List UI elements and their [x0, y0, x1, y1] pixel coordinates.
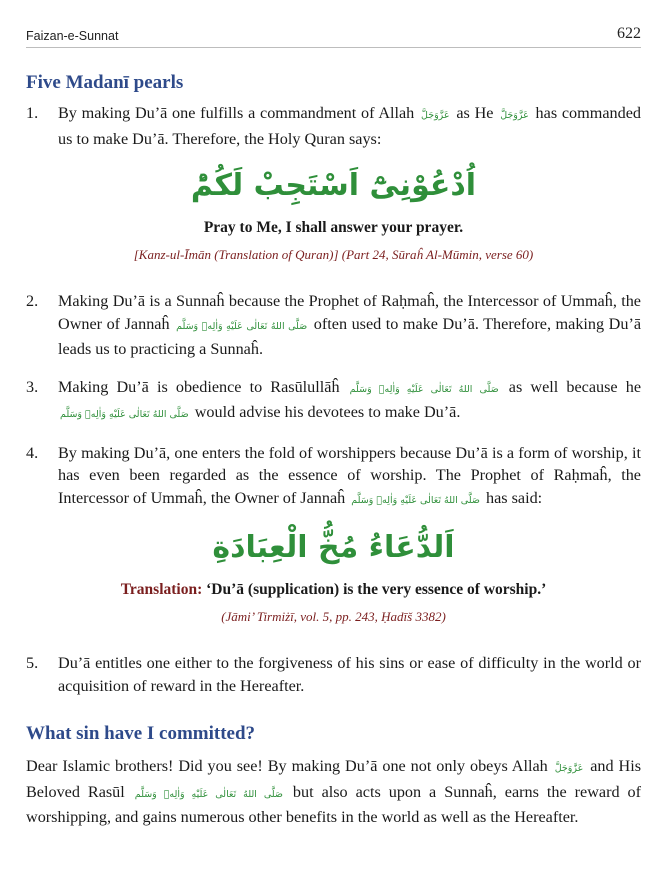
item-number: 2. — [26, 292, 39, 310]
prophet-honorific: صَلَّى اللهُ تَعَالٰى عَلَيْهِ وَاٰلِهٖ وَسَلَّم — [176, 320, 308, 332]
item-number: 4. — [26, 443, 39, 462]
list-item-5 — [26, 652, 641, 697]
allah-honorific: عَزَّوَجَلَّ — [421, 110, 450, 121]
paragraph-text-part: and His Beloved Rasūl — [26, 757, 642, 801]
item-body — [58, 102, 641, 150]
item-body — [58, 442, 641, 513]
item-body — [58, 290, 641, 361]
list-item-2 — [26, 290, 641, 361]
translation-text: ‘Du’ā (supplication) is the very essence of worship.’ — [206, 581, 547, 598]
item-text-part: as He — [456, 104, 494, 122]
translation-label: Translation: — [120, 581, 203, 598]
paragraph-text-part: Dear Islamic brothers! Did you see! By making Du’ā one not only obeys Allah — [26, 757, 548, 775]
prophet-honorific: صَلَّى اللهُ تَعَالٰى عَلَيْهِ وَاٰلِهٖ وَسَلَّم — [349, 383, 499, 395]
hadith-reference: (Jāmi’ Tirmiżī, vol. 5, pp. 243, Ḥadīš 3382) — [221, 609, 446, 624]
prophet-honorific: صَلَّى اللهُ تَعَالٰى عَلَيْهِ وَاٰلِهٖ وَسَلَّم — [351, 494, 480, 506]
item-body — [58, 376, 641, 427]
closing-paragraph — [26, 755, 641, 829]
document-page — [26, 0, 641, 880]
item-text-part: By making Du’ā, one enters the fold of worshippers because Du’ā is a form of worship, it has even been regarded as the essence of worship. The Prophet of Raḥmaĥ, the Intercessor of Ummaĥ, the Owner of Jannaĥ — [58, 443, 641, 507]
list-item-4 — [26, 442, 641, 513]
item-number: 5. — [26, 654, 39, 672]
item-text — [58, 102, 641, 150]
item-text-part: has said: — [485, 488, 543, 507]
item-text-part: as well because he — [508, 377, 642, 396]
allah-honorific: عَزَّوَجَلَّ — [554, 763, 584, 774]
item-text-part: By making Du’ā one fulfills a commandment of Allah — [58, 104, 415, 122]
item-text-part: Making Du’ā is obedience to Rasūlullāĥ — [58, 377, 340, 396]
running-header — [26, 0, 641, 48]
item-text-part: has commanded us to make Du’ā. Therefore, the Holy Quran says: — [58, 104, 641, 148]
item-text-part: Making Du’ā is a Sunnaĥ because the Prophet of Raḥmaĥ, the Intercessor of Ummaĥ, the Owner of Jannaĥ — [58, 292, 641, 333]
verse-translation: Pray to Me, I shall answer your prayer. — [203, 219, 464, 236]
paragraph-text-part: but also acts upon a Sunnaĥ, earns the reward of worshipping, and gains numerous other benefits in the world as well as the Hereafter. — [26, 782, 642, 826]
section-heading-what-sin: What sin have I committed? — [26, 723, 256, 744]
section-heading-five-pearls: Five Madanī pearls — [26, 72, 184, 93]
item-text-part: would advise his devotees to make Du’ā. — [194, 403, 461, 421]
quran-verse-arabic: اُدْعُوْنِیْٓ اَسْتَجِبْ لَكُمْؕ — [190, 168, 477, 203]
item-number: 1. — [26, 104, 39, 122]
item-number: 3. — [26, 377, 39, 396]
hadith-arabic: اَلدُّعَاءُ مُخُّ الْعِبَادَةِ — [212, 530, 455, 565]
list-item-3 — [26, 376, 641, 427]
item-text-part: often used to make Du’ā. Therefore, making Du’ā leads us to practicing a Sunnaĥ. — [58, 314, 642, 358]
page-number: 622 — [617, 25, 641, 42]
item-body: Du’ā entitles one either to the forgiveness of his sins or ease of difficulty in the world or acquisition of reward in the Hereafter. — [58, 654, 641, 695]
prophet-honorific: صَلَّى اللهُ تَعَالٰى عَلَيْهِ وَاٰلِهٖ وَسَلَّم — [60, 409, 189, 420]
hadith-translation — [26, 580, 641, 600]
pearls-list — [26, 102, 641, 697]
verse-reference: [Kanz-ul-Īmān (Translation of Quran)] (Part 24, Sūraĥ Al-Mūmin, verse 60) — [133, 247, 534, 262]
list-item-1 — [26, 102, 641, 150]
allah-honorific: عَزَّوَجَلَّ — [500, 110, 529, 121]
prophet-honorific: صَلَّى اللهُ تَعَالٰى عَلَيْهِ وَاٰلِهٖ وَسَلَّم — [134, 788, 283, 800]
running-title: Faizan-e-Sunnat — [26, 29, 119, 43]
